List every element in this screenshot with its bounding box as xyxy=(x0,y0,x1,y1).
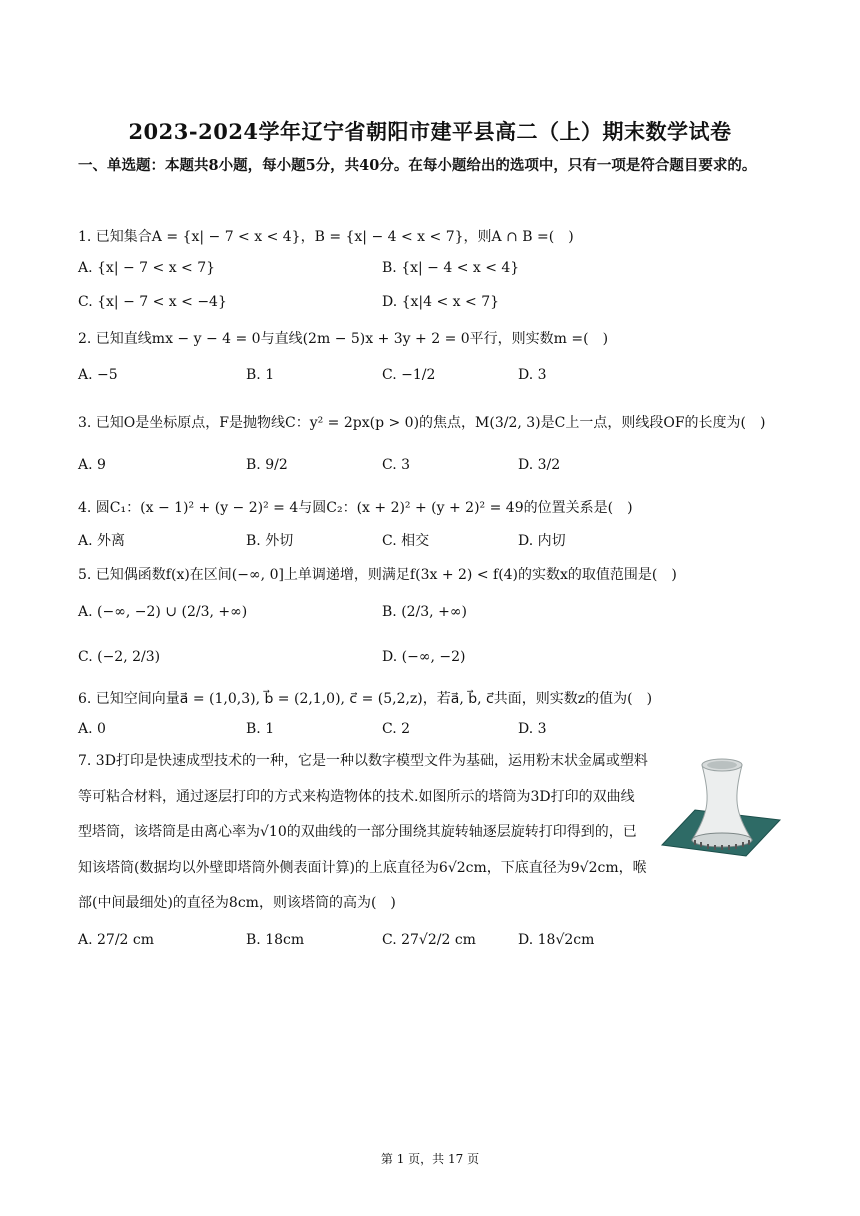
q5-option-b: B. (2/3, +∞) xyxy=(382,604,467,620)
q1-option-b: B. {x| − 4 < x < 4} xyxy=(382,260,520,276)
question-7-stem: 7. 3D打印是快速成型技术的一种，它是一种以数字模型文件为基础，运用粉末状金属或塑料等可粘合材料，通过逐层打印的方式来构造物体的技术.如图所示的塔筒为3D打印的双曲线型塔筒，该塔筒是由离心率为√10的双曲线的一部分围绕其旋转轴逐层旋转打印得到的，已知该塔筒(数据均以外壁即塔筒外侧表面计算)的上底直径为6√2cm，下底直径为9√2cm，喉部(中间最细处)的直径为8cm，则该塔筒的高为( ) xyxy=(78,753,648,911)
q6-option-a: A. 0 xyxy=(78,721,106,737)
q4-option-d: D. 内切 xyxy=(518,533,566,549)
q6-option-d: D. 3 xyxy=(518,721,547,737)
q2-option-c: C. −1/2 xyxy=(382,367,436,383)
q7-option-a: A. 27/2 cm xyxy=(78,932,155,948)
q2-option-b: B. 1 xyxy=(246,367,275,383)
q4-option-c: C. 相交 xyxy=(382,533,430,549)
question-6-stem: 6. 已知空间向量a⃗ = (1,0,3), b⃗ = (2,1,0), c⃗ = (5,2,z)，若a⃗, b⃗, c⃗共面，则实数z的值为( ) xyxy=(78,691,653,707)
question-4-stem: 4. 圆C₁：(x − 1)² + (y − 2)² = 4与圆C₂：(x + 2)² + (y + 2)² = 49的位置关系是( ) xyxy=(78,500,633,516)
q3-option-d: D. 3/2 xyxy=(518,457,561,473)
q1-option-a: A. {x| − 7 < x < 7} xyxy=(78,260,216,276)
q3-option-b: B. 9/2 xyxy=(246,457,288,473)
q3-option-c: C. 3 xyxy=(382,457,411,473)
q5-option-a: A. (−∞, −2) ∪ (2/3, +∞) xyxy=(78,604,248,620)
q5-option-d: D. (−∞, −2) xyxy=(382,649,466,665)
q6-option-c: C. 2 xyxy=(382,721,411,737)
q4-option-b: B. 外切 xyxy=(246,533,294,549)
q2-option-d: D. 3 xyxy=(518,367,547,383)
question-1-stem: 1. 已知集合A = {x| − 7 < x < 4}，B = {x| − 4 < x < 7}，则A ∩ B =( ) xyxy=(78,229,574,245)
q4-option-a: A. 外离 xyxy=(78,533,126,549)
q5-option-c: C. (−2, 2/3) xyxy=(78,649,161,665)
q7-option-c: C. 27√2/2 cm xyxy=(382,932,476,948)
q7-option-d: D. 18√2cm xyxy=(518,932,595,948)
question-2-stem: 2. 已知直线mx − y − 4 = 0与直线(2m − 5)x + 3y + 2 = 0平行，则实数m =( ) xyxy=(78,331,609,347)
section-heading: 一、单选题：本题共8小题，每小题5分，共40分。在每小题给出的选项中，只有一项是符合题目要求的。 xyxy=(78,157,757,174)
page-footer: 第 1 页，共 17 页 xyxy=(380,1152,480,1166)
q1-option-d: D. {x|4 < x < 7} xyxy=(382,294,500,310)
q1-option-c: C. {x| − 7 < x < −4} xyxy=(78,294,227,310)
q2-option-a: A. −5 xyxy=(78,367,118,383)
q7-option-b: B. 18cm xyxy=(246,932,305,948)
question-3-stem: 3. 已知O是坐标原点，F是抛物线C：y² = 2px(p > 0)的焦点，M(3/2, 3)是C上一点，则线段OF的长度为( ) xyxy=(78,415,766,431)
question-5-stem: 5. 已知偶函数f(x)在区间(−∞, 0]上单调递增，则满足f(3x + 2) < f(4)的实数x的取值范围是( ) xyxy=(78,567,677,583)
q3-option-a: A. 9 xyxy=(78,457,106,473)
hyperbolic-tower-figure xyxy=(660,752,782,862)
q6-option-b: B. 1 xyxy=(246,721,275,737)
page-title: 2023-2024学年辽宁省朝阳市建平县高二（上）期末数学试卷 xyxy=(128,119,732,144)
